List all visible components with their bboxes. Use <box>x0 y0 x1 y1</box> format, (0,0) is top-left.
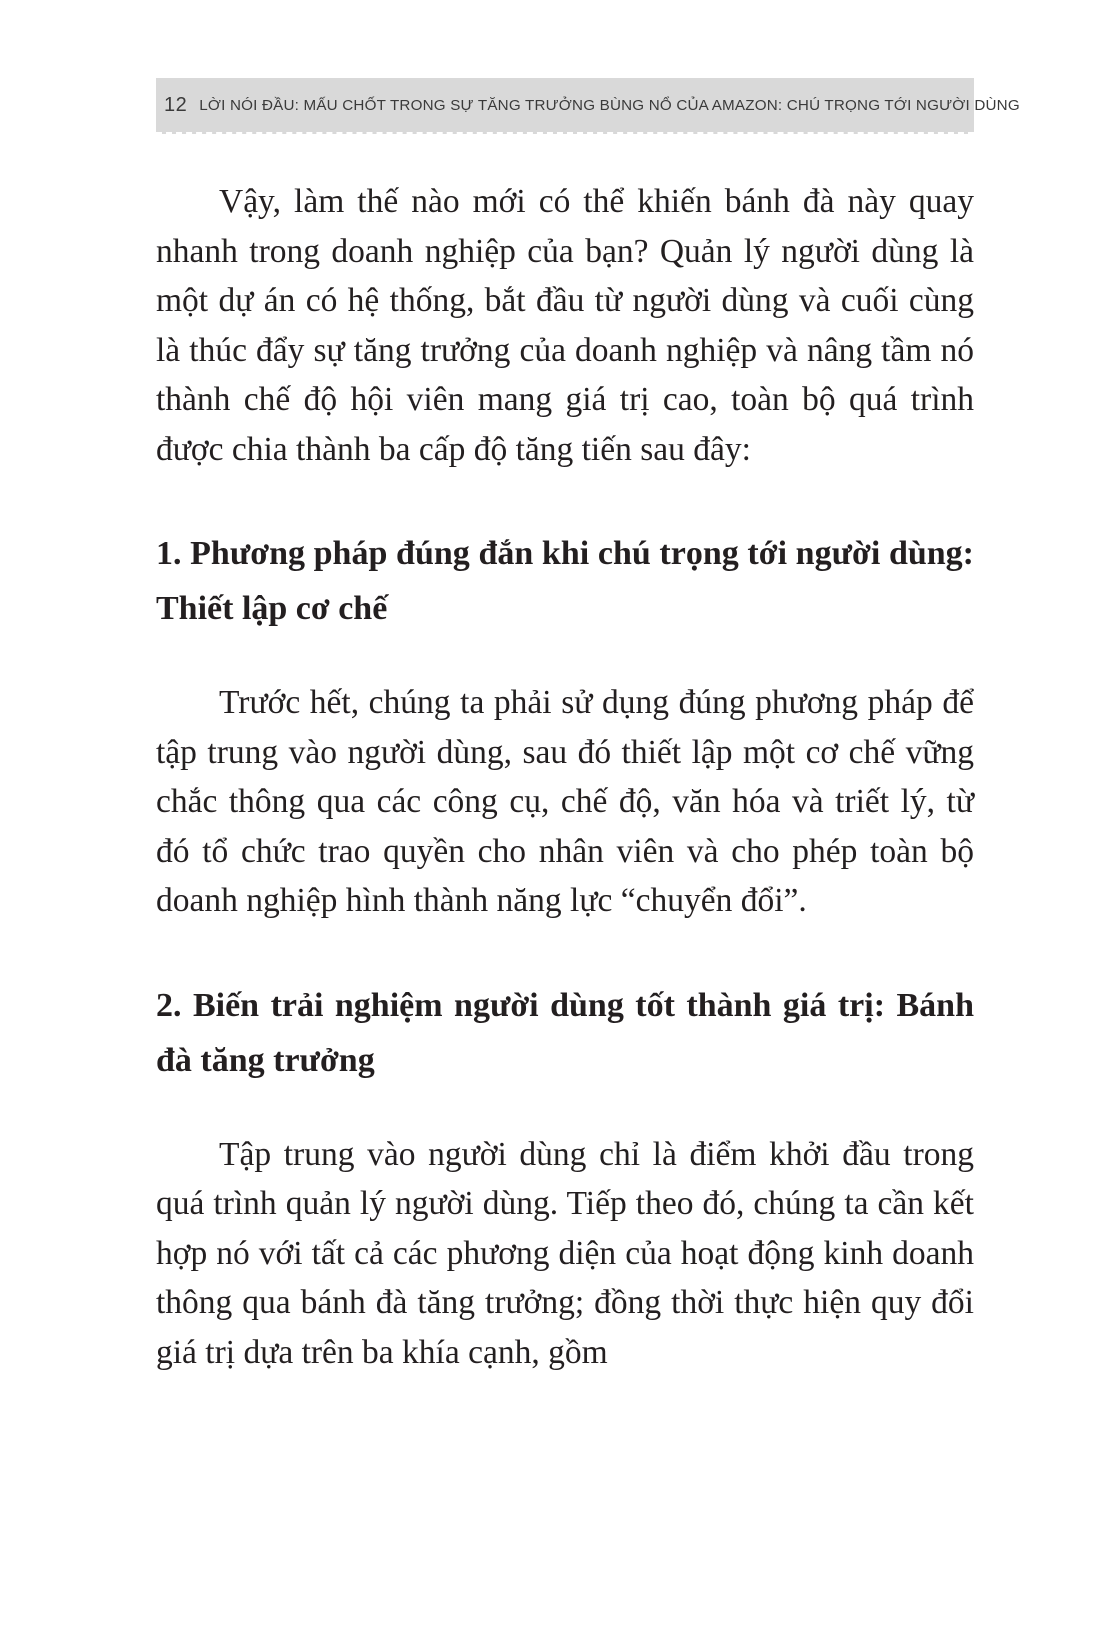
chapter-title: LỜI NÓI ĐẦU: MẤU CHỐT TRONG SỰ TĂNG TRƯỞNG BÙNG NỔ CỦA AMAZON: CHÚ TRỌNG TỚI NGƯỜI DÙNG <box>199 96 1020 114</box>
body-paragraph-3: Tập trung vào người dùng chỉ là điểm khởi đầu trong quá trình quản lý người dùng. Tiếp theo đó, chúng ta cần kết hợp nó với tất cả các phương diện của hoạt động kinh doanh thông qua bánh đà tăng trưởng; đồng thời thực hiện quy đổi giá trị dựa trên ba khía cạnh, gồm <box>156 1135 974 1371</box>
section-heading-2: 2. Biến trải nghiệm người dùng tốt thành giá trị: Bánh đà tăng trưởng <box>156 986 974 1079</box>
body-paragraph-2: Trước hết, chúng ta phải sử dụng đúng phương pháp để tập trung vào người dùng, sau đó thiết lập một cơ chế vững chắc thông qua các công cụ, chế độ, văn hóa và triết lý, từ đó tổ chức trao quyền cho nhân viên và cho phép toàn bộ doanh nghiệp hình thành năng lực “chuyển đổi”. <box>156 684 974 919</box>
section-heading-1: 1. Phương pháp đúng đắn khi chú trọng tới người dùng: Thiết lập cơ chế <box>156 535 974 627</box>
page-number: 12 <box>164 93 188 116</box>
running-header <box>156 78 1020 134</box>
page-content <box>156 177 974 1377</box>
body-paragraph-1: Vậy, làm thế nào mới có thể khiến bánh đà này quay nhanh trong doanh nghiệp của bạn? Quản lý người dùng là một dự án có hệ thống, bắt đầu từ người dùng và cuối cùng là thúc đẩy sự tăng trưởng của doanh nghiệp và nâng tầm nó thành chế độ hội viên mang giá trị cao, toàn bộ quá trình được chia thành ba cấp độ tăng tiến sau đây: <box>156 183 974 468</box>
